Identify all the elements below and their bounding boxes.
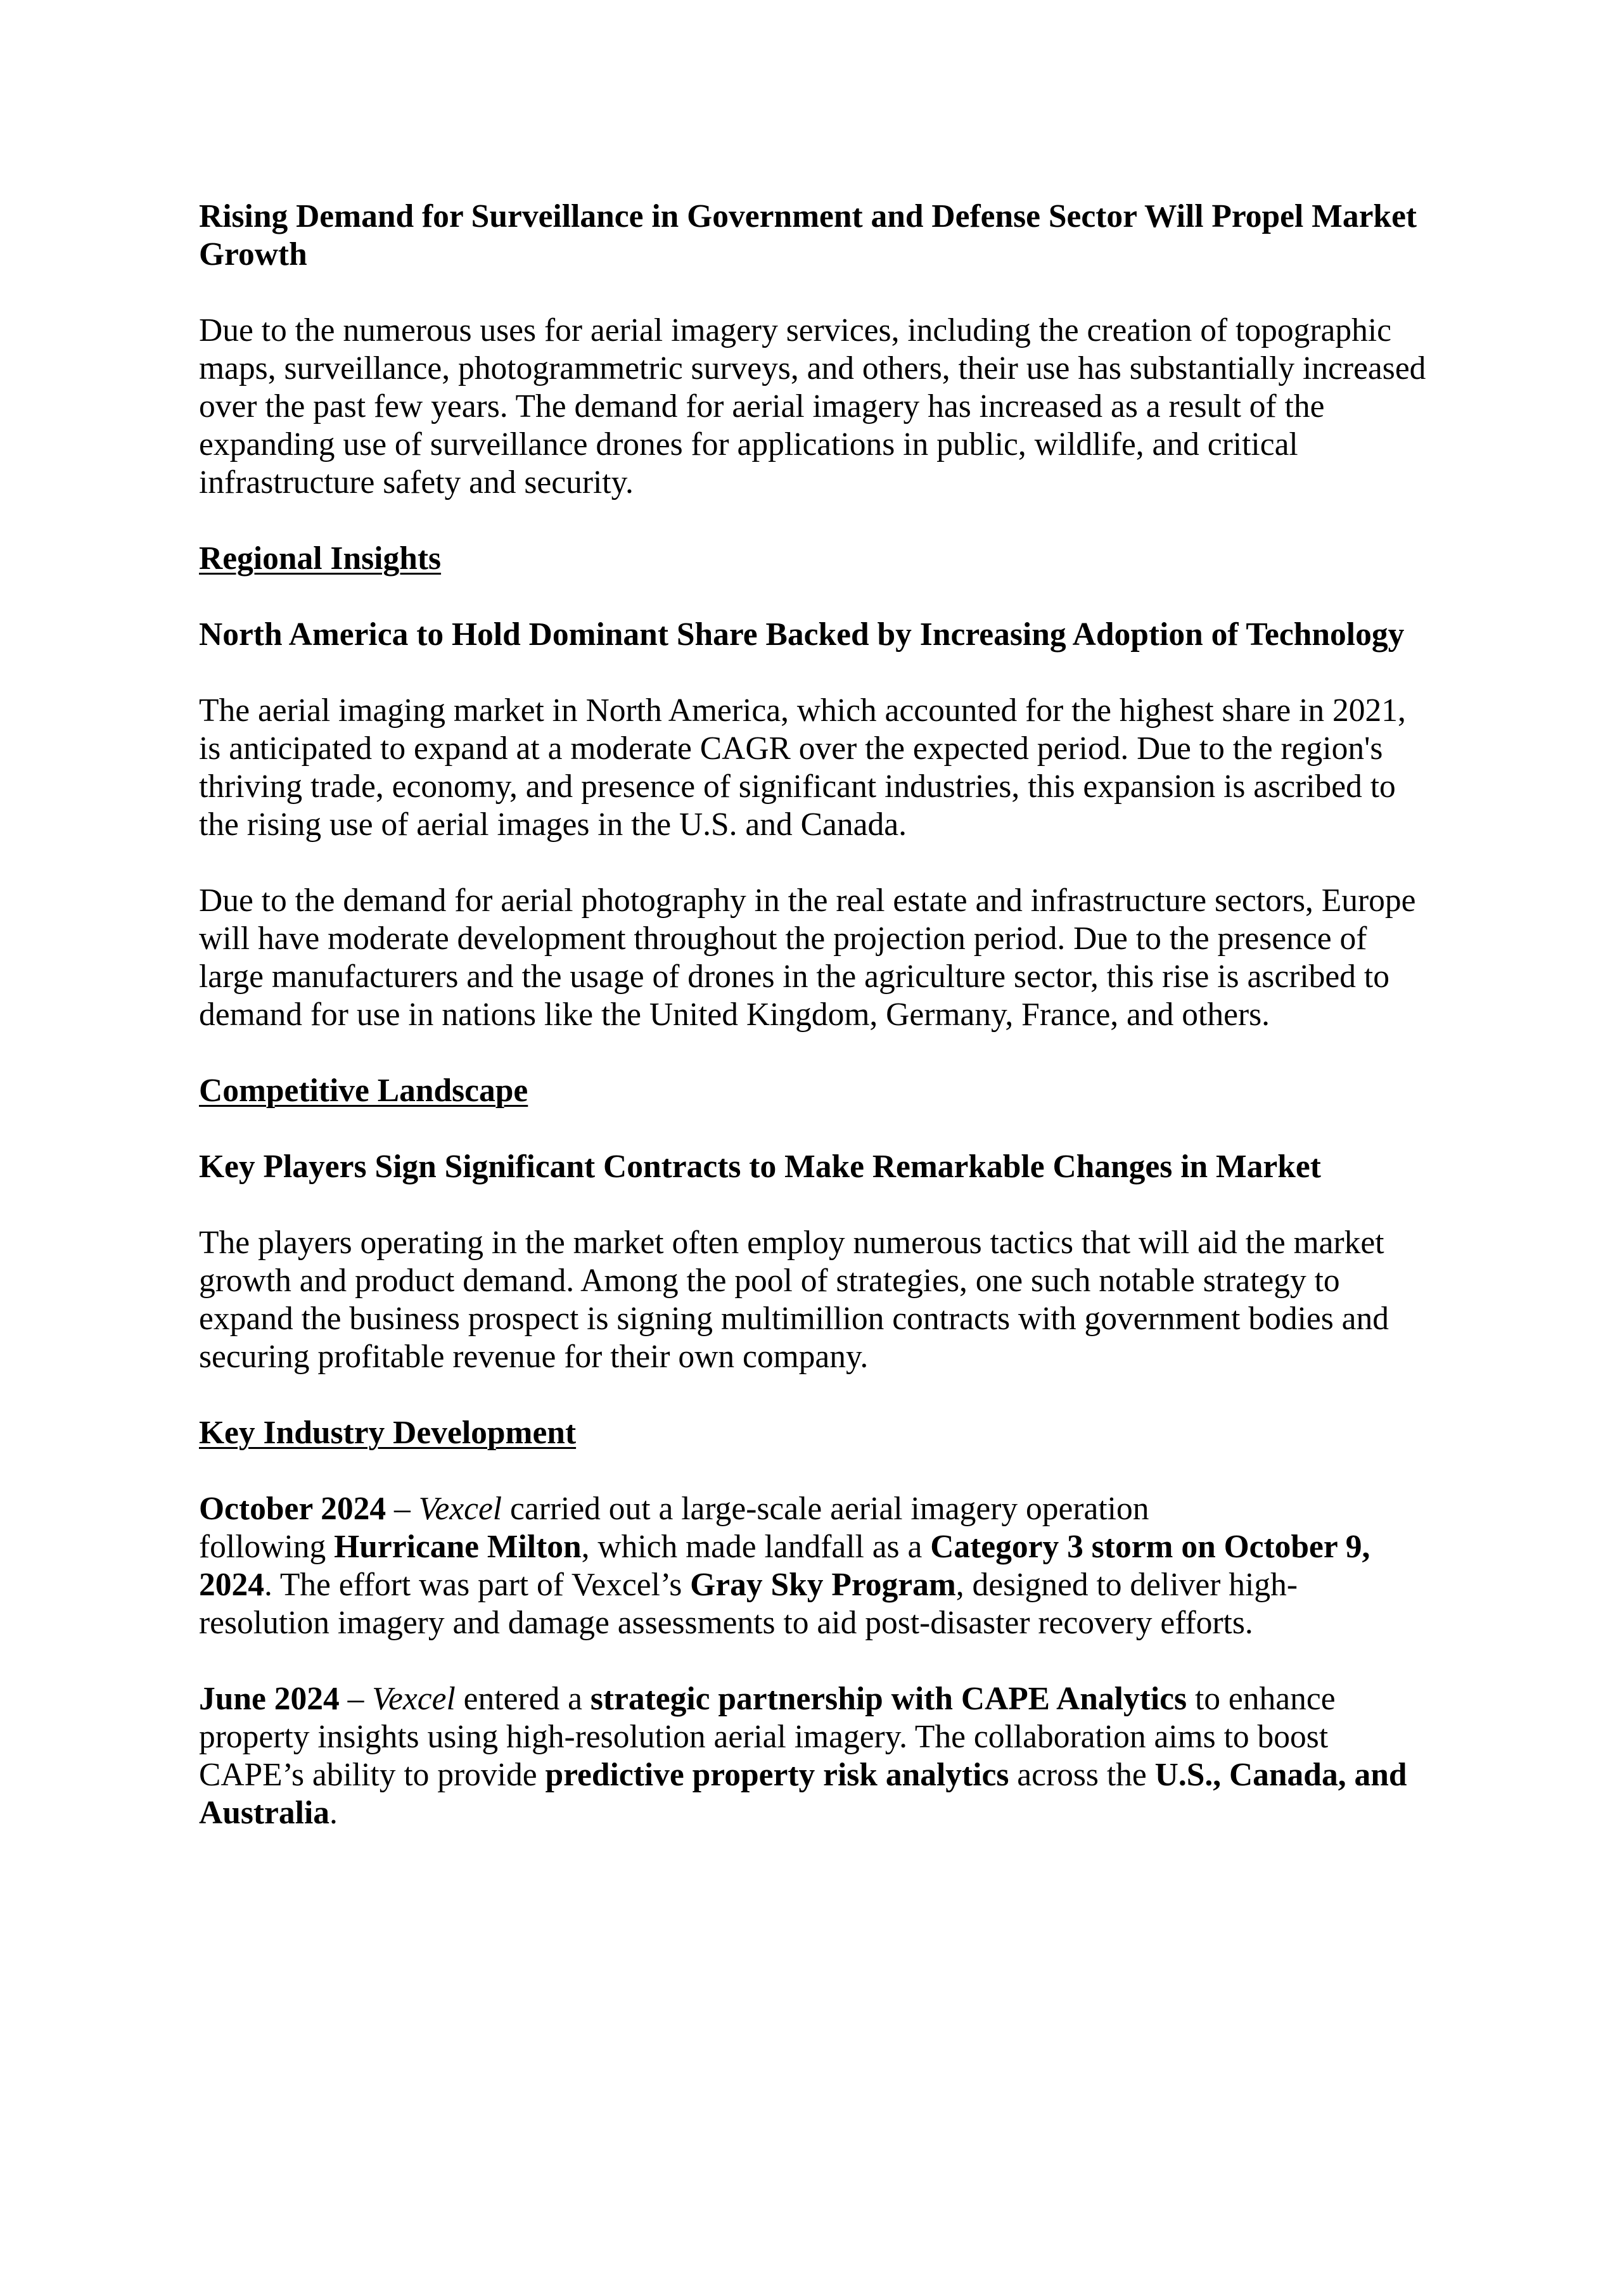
text-run: Due to the demand for aerial photography in the real estate and infrastructure sectors, Europe (199, 883, 1416, 919)
text-run: Vexcel (372, 1681, 456, 1717)
text-run: the rising use of aerial images in the U.S. and Canada. (199, 807, 907, 843)
text-run: Growth (199, 236, 307, 272)
text-run: Australia (199, 1795, 329, 1831)
text-run: Competitive Landscape (199, 1073, 528, 1109)
text-line (199, 1528, 1441, 1566)
text-line (199, 1148, 1441, 1186)
text-line (199, 616, 1441, 654)
text-run: carried out a large-scale aerial imagery operation (502, 1491, 1149, 1527)
text-run: property insights using high-resolution aerial imagery. The collaboration aims to boost (199, 1719, 1329, 1755)
text-line (199, 1338, 1441, 1376)
text-line (199, 312, 1441, 350)
text-run: to enhance (1187, 1681, 1336, 1717)
text-line (199, 198, 1441, 236)
text-run: Regional Insights (199, 540, 442, 577)
text-line (199, 1414, 1441, 1452)
text-run: thriving trade, economy, and presence of significant industries, this expansion is ascribed to (199, 769, 1396, 805)
text-line (199, 1262, 1441, 1300)
text-run: securing profitable revenue for their own company. (199, 1339, 869, 1375)
text-run: U.S., Canada, and (1154, 1757, 1407, 1793)
text-line (199, 464, 1441, 502)
section-heading (199, 616, 1441, 654)
text-run: entered a (455, 1681, 591, 1717)
text-run: CAPE’s ability to provide (199, 1757, 546, 1793)
section-title-key-industry-development (199, 1414, 1441, 1452)
text-run: growth and product demand. Among the pool of strategies, one such notable strategy to (199, 1263, 1340, 1299)
development-entry-october-2024 (199, 1490, 1441, 1642)
section-heading (199, 1148, 1441, 1186)
text-run: large manufacturers and the usage of drones in the agriculture sector, this rise is ascribed to (199, 959, 1389, 995)
text-line (199, 426, 1441, 464)
text-run: predictive property risk analytics (545, 1757, 1009, 1793)
text-run: The aerial imaging market in North America, which accounted for the highest share in 2021, (199, 692, 1406, 729)
text-run: maps, surveillance, photogrammetric surveys, and others, their use has substantially increased (199, 350, 1426, 386)
text-run: demand for use in nations like the United Kingdom, Germany, France, and others. (199, 997, 1270, 1033)
text-line (199, 1756, 1441, 1794)
text-run: . The effort was part of Vexcel’s (264, 1567, 691, 1603)
text-run: Due to the numerous uses for aerial imagery services, including the creation of topographic (199, 312, 1391, 348)
text-line (199, 236, 1441, 274)
text-run: is anticipated to expand at a moderate CAGR over the expected period. Due to the region's (199, 730, 1383, 767)
text-line (199, 692, 1441, 730)
text-run: infrastructure safety and security. (199, 464, 634, 501)
text-line (199, 1718, 1441, 1756)
text-line (199, 388, 1441, 426)
section-title-competitive-landscape (199, 1072, 1441, 1110)
text-line (199, 1680, 1441, 1718)
text-run: Hurricane Milton (334, 1529, 582, 1565)
text-line (199, 1224, 1441, 1262)
text-line (199, 1300, 1441, 1338)
text-run: The players operating in the market often employ numerous tactics that will aid the market (199, 1225, 1384, 1261)
text-run: June 2024 (199, 1681, 340, 1717)
text-line (199, 806, 1441, 844)
text-line (199, 1490, 1441, 1528)
paragraph (199, 692, 1441, 844)
text-run: , which made landfall as a (581, 1529, 931, 1565)
text-run: 2024 (199, 1567, 264, 1603)
text-run: Key Players Sign Significant Contracts to Make Remarkable Changes in Market (199, 1149, 1321, 1185)
document-page (199, 198, 1441, 1870)
text-run: expand the business prospect is signing multimillion contracts with government bodies and (199, 1301, 1389, 1337)
text-run: across the (1009, 1757, 1155, 1793)
text-line (199, 920, 1441, 958)
text-run: – (386, 1491, 419, 1527)
text-line (199, 540, 1441, 578)
text-run: , designed to deliver high- (955, 1567, 1298, 1603)
text-run: strategic partnership with CAPE Analytics (590, 1681, 1187, 1717)
text-run: over the past few years. The demand for aerial imagery has increased as a result of the (199, 388, 1325, 424)
text-run: Key Industry Development (199, 1415, 577, 1451)
text-line (199, 730, 1441, 768)
text-run: October 2024 (199, 1491, 386, 1527)
text-line (199, 996, 1441, 1034)
section-title-regional-insights (199, 540, 1441, 578)
text-line (199, 1794, 1441, 1832)
text-run: Vexcel (418, 1491, 502, 1527)
text-run: resolution imagery and damage assessments to aid post-disaster recovery efforts. (199, 1605, 1253, 1641)
text-line (199, 350, 1441, 388)
text-line (199, 1604, 1441, 1642)
paragraph (199, 312, 1441, 502)
development-entry-june-2024 (199, 1680, 1441, 1832)
text-run: will have moderate development throughout the projection period. Due to the presence of (199, 921, 1367, 957)
text-line (199, 1072, 1441, 1110)
text-run: Category 3 storm on October 9, (930, 1529, 1370, 1565)
text-run: Gray Sky Program (690, 1567, 956, 1603)
text-line (199, 958, 1441, 996)
text-run: North America to Hold Dominant Share Backed by Increasing Adoption of Technology (199, 616, 1405, 653)
text-run: following (199, 1529, 335, 1565)
text-run: expanding use of surveillance drones for applications in public, wildlife, and critical (199, 426, 1298, 462)
paragraph (199, 882, 1441, 1034)
text-line (199, 1566, 1441, 1604)
section-heading (199, 198, 1441, 274)
paragraph (199, 1224, 1441, 1376)
text-run: . (329, 1795, 338, 1831)
text-line (199, 768, 1441, 806)
text-run: – (339, 1681, 373, 1717)
text-line (199, 882, 1441, 920)
text-run: Rising Demand for Surveillance in Government and Defense Sector Will Propel Market (199, 198, 1417, 234)
